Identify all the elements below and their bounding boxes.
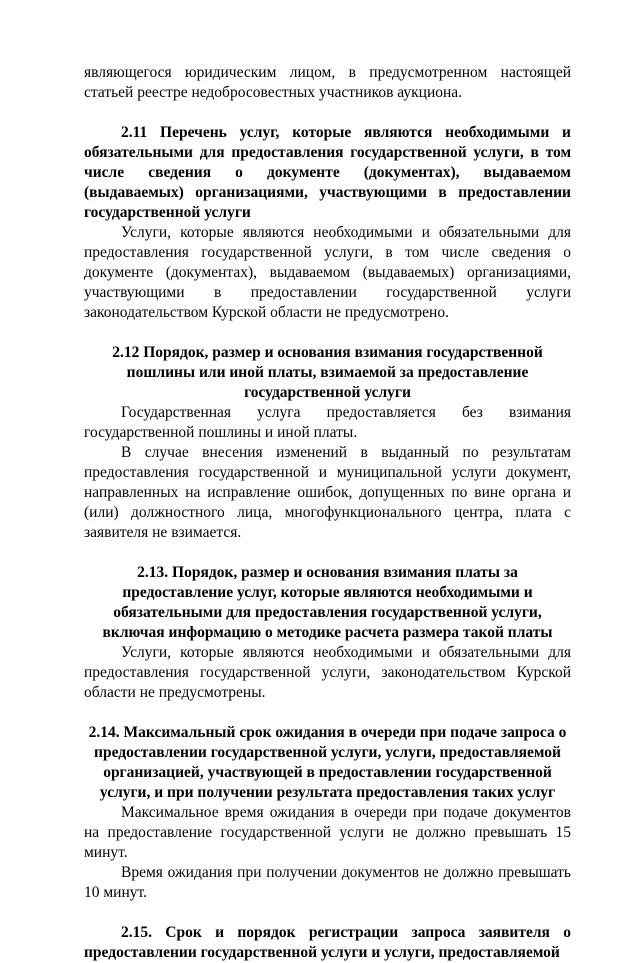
section-heading-2-14: 2.14. Максимальный срок ожидания в очереди при подаче запроса о предоставлении государственной услуги, услуги, предоставляемой организацией, участвующей в предоставлении государственной услуги, и при получении результата предоставления таких услуг [88,724,567,801]
section-paragraph: В случае внесения изменений в выданный по результатам предоставления государственной и муниципальной услуги документ, направленных на исправление ошибок, допущенных по вине органа и (или) должностного лица, многофункционального центра, плата с заявителя не взимается. [84,444,571,541]
section-heading-2-15: 2.15. Срок и порядок регистрации запроса заявителя о предоставлении государственной услуги и услуги, предоставляемой [84,924,571,961]
section-paragraph: Максимальное время ожидания в очереди при подаче документов на предоставление государственной услуги не должно превышать 15 минут. [84,804,571,861]
section-paragraph: Услуги, которые являются необходимыми и обязательными для предоставления государственной услуги, законодательством Курской области не предусмотрены. [84,644,571,701]
section-paragraph: Государственная услуга предоставляется без взимания государственной пошлины и иной платы. [84,404,571,441]
section-paragraph: Услуги, которые являются необходимыми и обязательными для предоставления государственной услуги, в том числе сведения о документе (документах), выдаваемом (выдаваемых) организациями, участвующими в предоставлении государственной услуги законодательством Курской области не предусмотрено. [84,224,571,321]
document-body [84,63,571,963]
section-heading-2-11: 2.11 Перечень услуг, которые являются необходимыми и обязательными для предоставления государственной услуги, в том числе сведения о документе (документах), выдаваемом (выдаваемых) организациями, участвующими в предоставлении государственной услуги [84,124,571,221]
section-heading-2-12: 2.12 Порядок, размер и основания взимания государственной пошлины или иной платы, взимаемой за предоставление государственной услуги [112,344,543,401]
section-paragraph: Время ожидания при получении документов не должно превышать 10 минут. [84,864,571,901]
section-heading-2-13: 2.13. Порядок, размер и основания взимания платы за предоставление услуг, которые являются необходимыми и обязательными для предоставления государственной услуги, включая информацию о методике расчета размера такой платы [102,564,553,641]
intro-paragraph: являющегося юридическим лицом, в предусмотренном настоящей статьей реестре недобросовестных участников аукциона. [84,64,571,101]
